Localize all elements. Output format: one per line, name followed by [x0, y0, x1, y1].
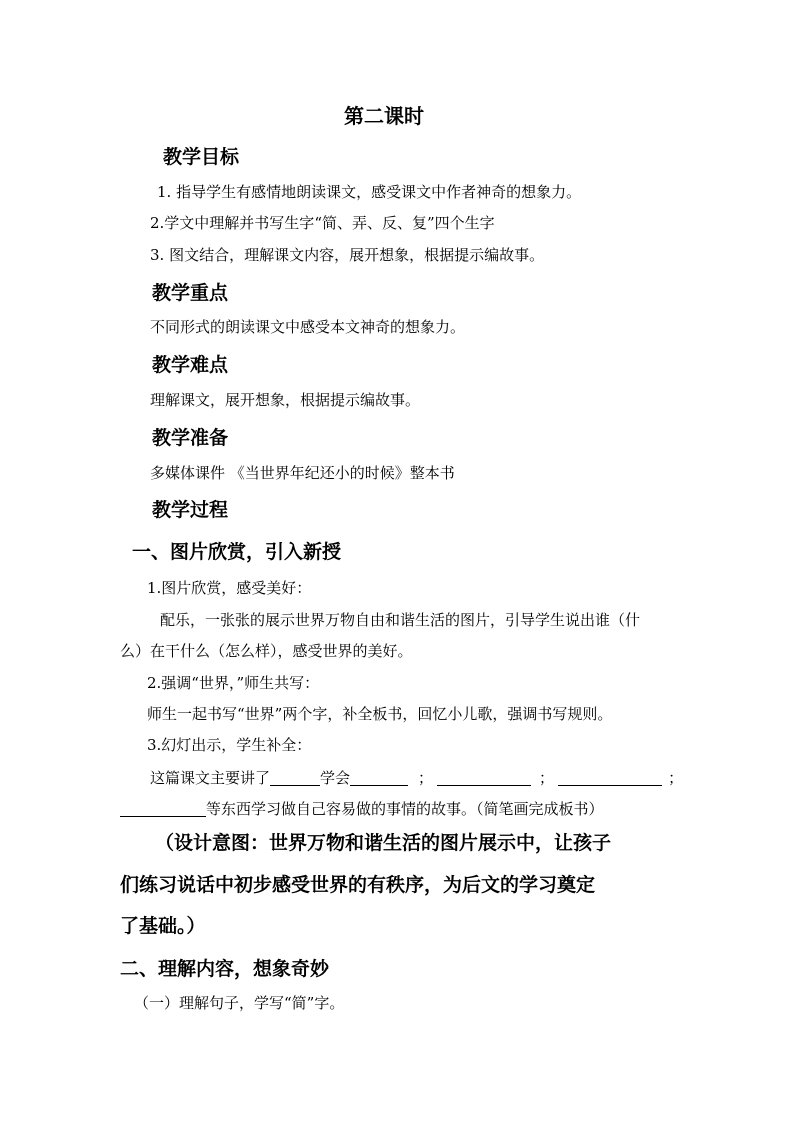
fill-blank-line1 [150, 769, 683, 786]
section1-heading: 一、图片欣赏，引入新授 [132, 541, 342, 563]
fill-text-b: 学会 [320, 769, 351, 787]
fill-sep-1: ； [418, 769, 434, 787]
blank-2 [350, 769, 408, 786]
design-intent-line3: 了基础。） [120, 915, 206, 937]
fill-text-a: 这篇课文主要讲了 [150, 769, 271, 787]
step2-text: 师生一起书写“世界”两个字，补全板书，回忆小儿歌，强调书写规则。 [147, 705, 613, 723]
section2-heading: 二、理解内容，想象奇妙 [120, 958, 330, 980]
step1-title: 1.图片欣赏，感受美好： [147, 579, 312, 597]
step1-text-line1: 配乐，一张张的展示世界万物自由和谐生活的图片，引导学生说出谁（什 [160, 611, 641, 629]
step3-title: 3.幻灯出示，学生补全： [147, 736, 312, 754]
blank-3 [437, 769, 531, 786]
difficulties-heading: 教学难点 [152, 354, 229, 376]
fill-sep-3: ； [668, 769, 684, 787]
key-points-text: 不同形式的朗读课文中感受本文神奇的想象力。 [150, 318, 466, 336]
design-intent-line2: 们练习说话中初步感受世界的有秩序，为后文的学习奠定 [120, 874, 596, 896]
objective-item-1: 1. 指导学生有感情地朗读课文，感受课文中作者神奇的想象力。 [157, 183, 582, 201]
design-intent-line1: （设计意图：世界万物和谐生活的图片展示中，让孩子 [155, 832, 612, 854]
process-heading: 教学过程 [152, 499, 229, 521]
difficulties-text: 理解课文，展开想象，根据提示编故事。 [150, 391, 421, 409]
objectives-heading: 教学目标 [163, 146, 240, 168]
fill-text-c: 等东西学习做自己容易做的事情的故事。（简笔画完成板书） [206, 800, 604, 818]
step2-title: 2.强调“世界，”师生共写： [147, 674, 320, 692]
fill-blank-line2 [120, 800, 604, 817]
blank-5 [120, 800, 206, 817]
objective-item-3: 3. 图文结合，理解课文内容，展开想象，根据提示编故事。 [150, 246, 545, 264]
page-title: 第二课时 [344, 104, 424, 128]
preparation-text: 多媒体课件 《当世界年纪还小的时候》整本书 [150, 464, 455, 482]
blank-4 [558, 769, 662, 786]
fill-sep-2: ； [539, 769, 555, 787]
preparation-heading: 教学准备 [152, 427, 229, 449]
step1-text-line2: 么）在干什么（怎么样），感受世界的美好。 [120, 642, 413, 660]
section2-sub1: （一）理解句子，学写“简”字。 [134, 994, 345, 1012]
blank-1 [270, 769, 320, 786]
key-points-heading: 教学重点 [152, 282, 229, 304]
objective-item-2: 2.学文中理解并书写生字“简、弄、反、复”四个生字 [150, 214, 495, 232]
